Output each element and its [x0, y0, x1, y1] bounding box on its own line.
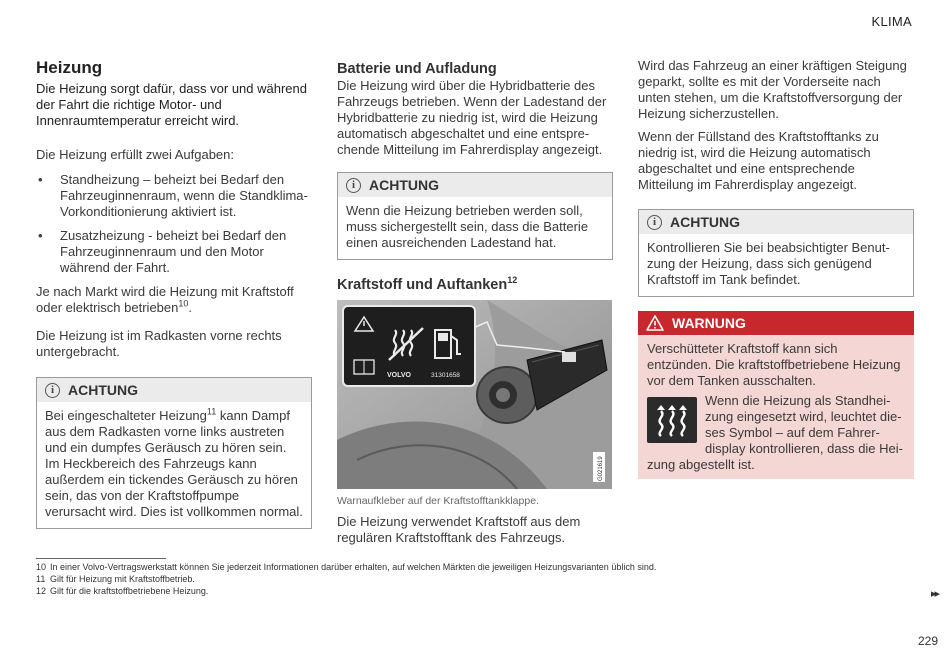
footnote-text: Gilt für Heizung mit Kraftstoffbetrieb.: [50, 574, 195, 584]
bullet: •: [38, 228, 43, 243]
caution-title: ACHTUNG: [670, 214, 740, 230]
fuel-flap-illustration: [337, 300, 612, 489]
market-paragraph: [36, 284, 312, 316]
task-list: [36, 172, 312, 276]
fuel-heading-text: Kraftstoff und Auftanken: [337, 277, 508, 293]
page-number: 229: [917, 634, 938, 648]
footnote-number: 12: [36, 586, 47, 596]
footnote-number: 11: [36, 574, 46, 584]
caution-text: Bei eingeschalteter Heizung: [45, 408, 207, 423]
section-label: KLIMA: [871, 14, 912, 29]
info-icon: i: [45, 383, 60, 398]
fuel-heading: [337, 276, 613, 294]
warning-header: [638, 311, 914, 335]
battery-paragraph: Die Heizung wird über die Hybridbatterie des Fahrzeugs betrieben. Wenn der Ladestand der Hybridbatterie zu niedrig ist, wird die Heizung automatisch abgeschaltet und eine entsprechende Mitteilung im Fahrerdisplay angezeigt.: [337, 78, 607, 157]
warning-text: Verschütteter Kraftstoff kann sich entzünden. Die kraftstoffbetriebene Heizung vor dem Tanken ausschalten.: [647, 341, 901, 388]
info-icon: i: [346, 178, 361, 193]
label-number: 31301658: [431, 372, 460, 379]
intro-paragraph: Die Heizung erfüllt zwei Aufgaben:: [36, 147, 235, 162]
caution-text-cont: kann Dampf aus dem Radkasten vorne links austreten und ein dumpfes Geräusch zu hören sein. Im Heckbereich des Fahrzeugs kann außerdem ein tickendes Geräusch zu hören sein, das von der Kraftstoffpumpe verursacht wird. Dies ist vollkommen normal.: [45, 408, 303, 519]
image-code: G021619: [598, 456, 604, 481]
caution-box: [36, 377, 312, 529]
battery-heading: Batterie und Aufladung: [337, 61, 497, 77]
market-text-end: .: [188, 300, 192, 315]
footnote-text: In einer Volvo-Vertragswerkstatt können Sie jederzeit Informationen darüber erhalten, auf welchen Märkten die jeweiligen Heizungsvarianten üblich sind.: [50, 562, 657, 572]
footnote: [36, 561, 656, 573]
location-paragraph: Die Heizung ist im Radkasten vorne rechts untergebracht.: [36, 328, 282, 359]
lead-paragraph: Die Heizung sorgt dafür, dass vor und während der Fahrt die richtige Motor- und Innenraumtemperatur erreicht wird.: [36, 81, 307, 128]
footnote-ref[interactable]: 12: [507, 275, 518, 286]
info-icon: i: [647, 215, 662, 230]
column-notes: [638, 58, 914, 479]
caution-box: [337, 172, 613, 260]
tank-level-paragraph: Wenn der Füllstand des Kraftstofftanks zu niedrig ist, wird die Heizung automatisch abgeschaltet und eine entsprechende Mitteilung im Fahrerdisplay angezeigt.: [638, 129, 879, 192]
caution-body: Kontrollieren Sie bei beabsichtigter Benutzung der Heizung, dass sich genügend Kraftstoff im Tank befindet.: [647, 240, 890, 287]
footnote-ref[interactable]: 11: [206, 406, 217, 417]
fuel-paragraph: Die Heizung verwendet Kraftstoff aus dem regulären Kraftstofftank des Fahrzeugs.: [337, 514, 581, 545]
next-page-arrow-icon[interactable]: ▸▸: [930, 588, 938, 600]
caution-header: [338, 173, 612, 197]
warning-symbol-row: [647, 393, 905, 473]
warning-box: [638, 311, 914, 479]
heater-symbol-icon: [647, 397, 697, 443]
column-heizung: [36, 58, 312, 529]
list-item-text: Standheizung – beheizt bei Bedarf den Fahrzeuginnenraum, wenn die Standklima-Vorkonditionierung aktiviert ist.: [60, 172, 308, 219]
list-item-text: Zusatzheizung - beheizt bei Bedarf den Fahrzeuginnenraum und den Motor während der Fahrt.: [60, 228, 287, 275]
caution-body: [37, 402, 311, 528]
slope-paragraph: Wird das Fahrzeug an einer kräftigen Steigung geparkt, sollte es mit der Vorderseite nach unten stehen, um die Kraftstoffversorgung der Heizung sicherzustellen.: [638, 58, 907, 121]
image-caption: Warnaufkleber auf der Kraftstofftankklappe.: [337, 495, 539, 507]
list-item: [36, 228, 312, 276]
caution-title: ACHTUNG: [369, 177, 439, 193]
warning-title: WARNUNG: [672, 315, 746, 331]
page-title: Heizung: [36, 58, 103, 77]
footnote-text: Gilt für die kraftstoffbetriebene Heizung.: [50, 586, 209, 596]
label-brand: VOLVO: [387, 372, 411, 379]
footnote-ref[interactable]: 10: [178, 298, 189, 309]
caution-body: Wenn die Heizung betrieben werden soll, muss sichergestellt sein, dass die Batterie einen ausreichenden Ladestand hat.: [346, 203, 589, 250]
list-item: [36, 172, 312, 220]
caution-header: [639, 210, 913, 234]
warning-body: [638, 335, 914, 479]
market-text: Je nach Markt wird die Heizung mit Kraftstoff oder elektrisch betrieben: [36, 284, 294, 315]
footnote: [36, 585, 656, 597]
caution-title: ACHTUNG: [68, 382, 138, 398]
bullet: •: [38, 172, 43, 187]
warning-triangle-icon: [646, 315, 664, 331]
fuel-flap-photo: [337, 300, 612, 489]
caution-header: [37, 378, 311, 402]
footnote-divider: [36, 558, 166, 559]
footnotes: [36, 561, 656, 597]
footnote: [36, 573, 656, 585]
caution-box: [638, 209, 914, 297]
warning-symbol-text: Wenn die Heizung als Standheizung eingesetzt wird, leuchtet dieses Symbol – auf dem Fahrerdisplay kontrollieren, dass die Heizung abgestellt ist.: [647, 393, 903, 472]
footnote-number: 10: [36, 562, 47, 572]
column-battery-fuel: [337, 58, 613, 546]
